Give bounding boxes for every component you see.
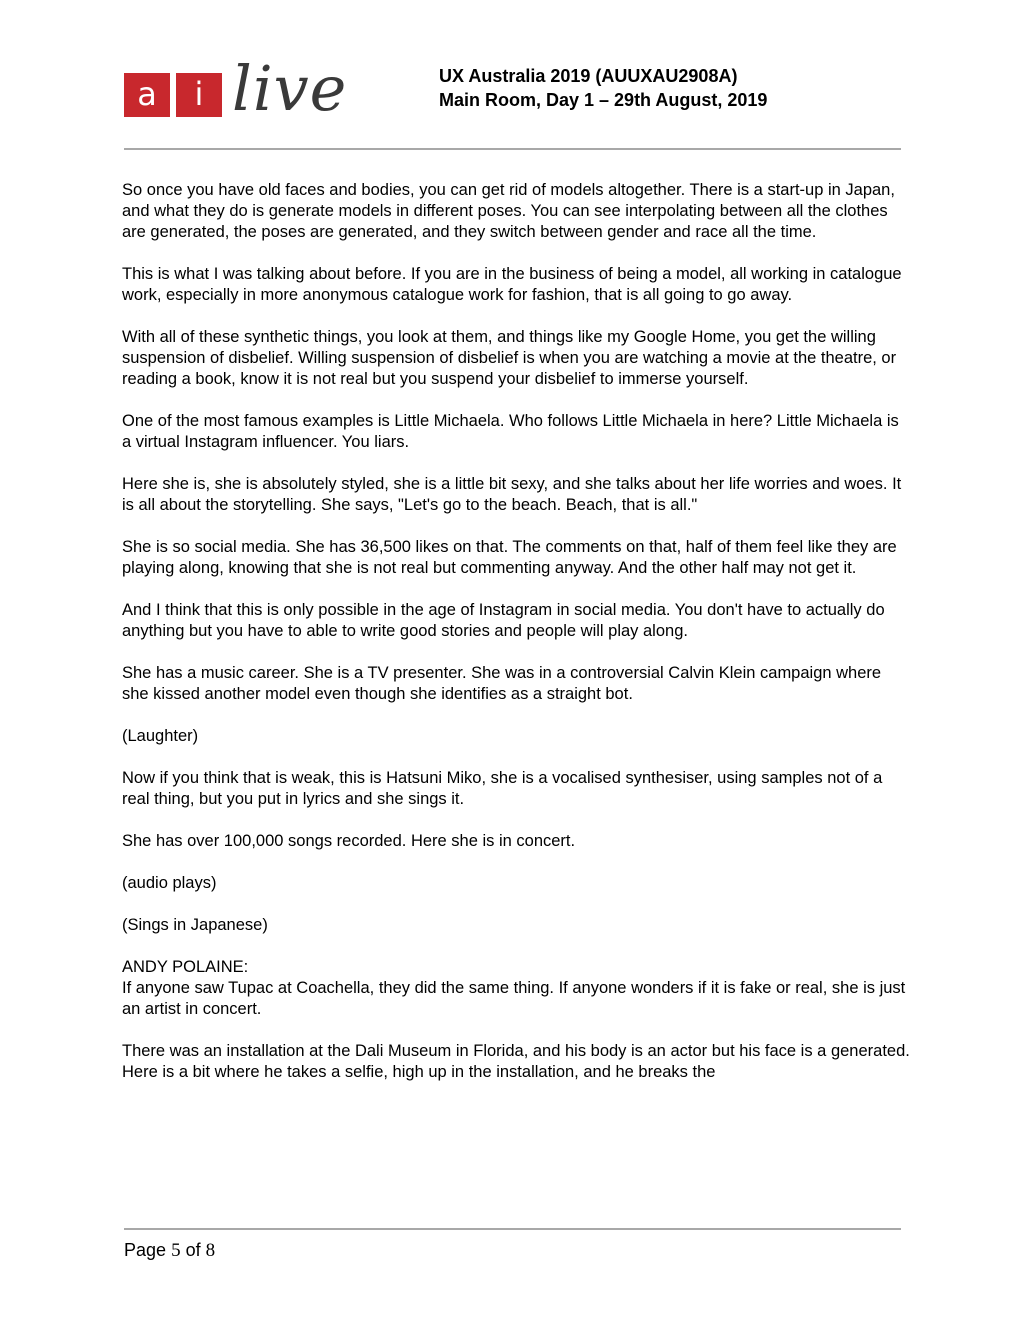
speaker-name: ANDY POLAINE:	[122, 958, 249, 976]
paragraph: This is what I was talking about before. If you are in the business of being a model, all working in catalogue work, especially in more anonymous catalogue work for fashion, that is all going to go away.	[122, 265, 902, 304]
conference-title: UX Australia 2019 (AUUXAU2908A)	[439, 66, 738, 86]
paragraph: There was an installation at the Dali Museum in Florida, and his body is an actor but his face is a generated. Here is a bit where he takes a selfie, high up in the installation, and he breaks the	[122, 1042, 910, 1081]
paragraph: (Sings in Japanese)	[122, 916, 268, 934]
logo-box-i: i	[176, 73, 222, 117]
current-page-number: 5	[171, 1240, 181, 1261]
paragraph: She is so social media. She has 36,500 likes on that. The comments on that, half of them feel like they are playing along, knowing that she is not real but commenting anyway. And the other half may not get it.	[122, 538, 897, 577]
paragraph: So once you have old faces and bodies, you can get rid of models altogether. There is a start-up in Japan, and what they do is generate models in different poses. You can see interpolating between all the clothes are generated, the poses are generated, and they switch between gender and race all the time.	[122, 181, 895, 241]
conference-info	[439, 64, 767, 112]
total-pages-number: 8	[205, 1240, 216, 1261]
page-label: Page	[124, 1240, 167, 1260]
paragraph: Now if you think that is weak, this is Hatsuni Miko, she is a vocalised synthesiser, using samples not of a real thing, but you put in lyrics and she sings it.	[122, 769, 883, 808]
paragraph: (audio plays)	[122, 874, 217, 892]
of-label: of	[185, 1240, 201, 1260]
paragraph: (Laughter)	[122, 727, 199, 745]
paragraph: Here she is, she is absolutely styled, she is a little bit sexy, and she talks about her life worries and woes. It is all about the storytelling. She says, "Let's go to the beach. Beach, that is all."	[122, 475, 902, 514]
page-header	[0, 0, 1024, 160]
session-title: Main Room, Day 1 – 29th August, 2019	[439, 90, 768, 110]
paragraph: With all of these synthetic things, you look at them, and things like my Google Home, you get the willing suspension of disbelief. Willing suspension of disbelief is when you are watching a movie at the theatre, or reading a book, know it is not real but you suspend your disbelief to immerse yourself.	[122, 328, 897, 388]
page-footer	[124, 1240, 215, 1262]
logo-script-live: live	[232, 52, 348, 125]
paragraph: She has a music career. She is a TV presenter. She was in a controversial Calvin Klein campaign where she kissed another model even though she identifies as a straight bot.	[122, 664, 882, 703]
header-divider	[124, 148, 901, 150]
paragraph: She has over 100,000 songs recorded. Here she is in concert.	[122, 832, 576, 850]
logo-box-a: a	[124, 73, 170, 117]
paragraph: And I think that this is only possible in the age of Instagram in social media. You don't have to actually do anything but you have to able to write good stories and people will play along.	[122, 601, 885, 640]
transcript-body	[122, 180, 912, 1104]
speaker-text: If anyone saw Tupac at Coachella, they did the same thing. If anyone wonders if it is fake or real, she is just an artist in concert.	[122, 979, 906, 1018]
footer-divider	[124, 1228, 901, 1230]
paragraph: One of the most famous examples is Little Michaela. Who follows Little Michaela in here? Little Michaela is a virtual Instagram influencer. You liars.	[122, 412, 899, 451]
speaker-block	[122, 957, 912, 1020]
